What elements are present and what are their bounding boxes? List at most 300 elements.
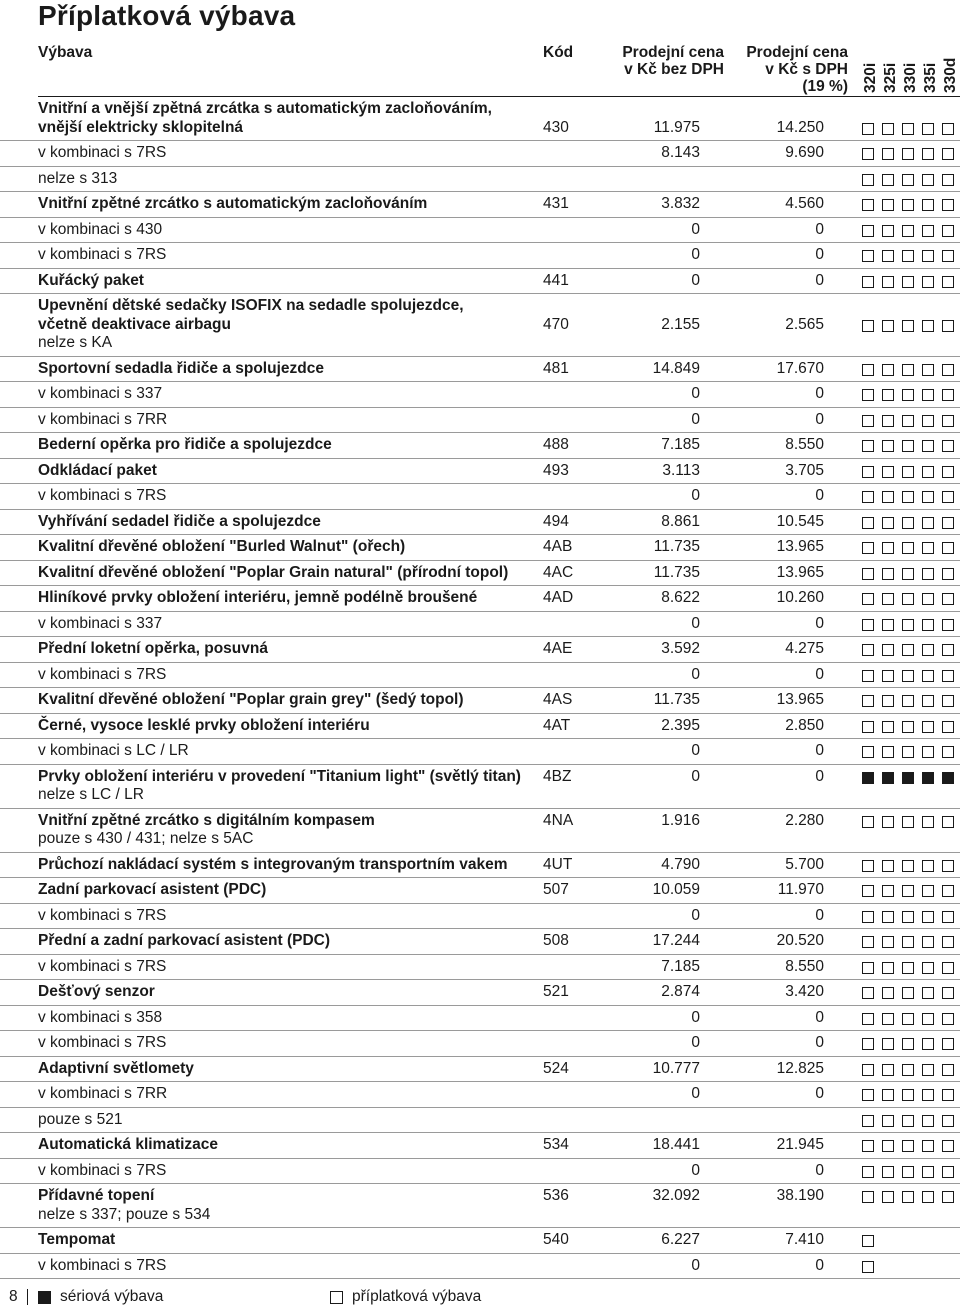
price-with-vat: 20.520 [776,932,824,949]
optional-equipment-empty-square-icon [882,816,894,828]
optional-equipment-empty-square-icon [922,415,934,427]
table-row [0,408,960,434]
model-header-320i: 320i [862,62,879,93]
equipment-note: v kombinaci s 7RS [38,144,167,161]
equipment-description [0,459,538,484]
optional-equipment-empty-square-icon [862,174,874,186]
optional-equipment-empty-square-icon [882,936,894,948]
option-code: 470 [543,315,569,333]
optional-equipment-empty-square-icon [882,389,894,401]
price-with-vat: 2.280 [785,811,824,829]
optional-equipment-empty-square-icon [942,936,954,948]
optional-equipment-empty-square-icon [902,364,914,376]
price-without-vat: 17.244 [652,932,700,949]
price-with-vat: 13.965 [776,538,824,555]
standard-equipment-filled-square-icon [902,772,914,784]
equipment-description [0,1031,538,1056]
optional-equipment-empty-square-icon [862,1166,874,1178]
price-without-vat: 7.185 [661,436,700,453]
optional-equipment-empty-square-icon [922,619,934,631]
price-with-vat: 4.560 [785,195,824,212]
table-row [0,586,960,612]
equipment-description [0,1159,538,1184]
price-without-vat: 3.832 [661,195,700,212]
price-without-vat: 11.735 [653,563,700,581]
table-row [0,459,960,485]
optional-equipment-empty-square-icon [902,962,914,974]
price-with-vat: 0 [815,487,824,504]
option-code: 4AT [543,716,571,734]
model-header-330i: 330i [902,62,919,93]
equipment-name: Prvky obložení interiéru v provedení "Titanium light" (světlý titan) [38,767,521,785]
price-gross-line-3: (19 %) [802,78,848,95]
equipment-note: v kombinaci s 358 [38,1008,163,1026]
model-availability [862,1089,960,1101]
optional-equipment-empty-square-icon [882,1115,894,1127]
equipment-description [0,929,538,954]
model-availability [862,276,960,288]
price-without-vat: 10.059 [652,881,700,898]
optional-equipment-empty-square-icon [862,568,874,580]
model-availability [862,670,960,682]
equipment-description [0,218,538,243]
optional-equipment-empty-square-icon [862,1064,874,1076]
model-header-325i: 325i [882,62,899,93]
equipment-description [0,1184,538,1227]
page-number: 8 [9,1288,18,1305]
optional-equipment-empty-square-icon [882,1064,894,1076]
table-row [0,218,960,244]
optional-equipment-empty-square-icon [902,517,914,529]
equipment-name: Automatická klimatizace [38,1136,219,1153]
optional-equipment-empty-square-icon [882,364,894,376]
table-row [0,853,960,879]
optional-equipment-empty-square-icon [902,746,914,758]
optional-equipment-empty-square-icon [882,619,894,631]
optional-equipment-empty-square-icon [882,695,894,707]
optional-equipment-empty-square-icon [862,250,874,262]
price-without-vat: 8.861 [661,512,700,530]
equipment-name: Odkládací paket [38,461,157,479]
equipment-description [0,853,538,878]
model-availability [862,911,960,923]
model-availability [862,174,960,186]
equipment-description [0,765,538,808]
equipment-note: v kombinaci s 7RS [38,1034,167,1051]
optional-equipment-empty-square-icon [902,1140,914,1152]
optional-equipment-empty-square-icon [882,644,894,656]
option-code: 493 [543,461,569,479]
table-row [0,980,960,1006]
equipment-description [0,1228,538,1253]
table-row [0,955,960,981]
price-with-vat: 0 [815,1256,824,1274]
optional-equipment-empty-square-icon [330,1291,343,1304]
equipment-name: Přídavné topení [38,1187,155,1204]
price-without-vat: 4.790 [661,855,700,873]
optional-equipment-empty-square-icon [862,695,874,707]
optional-equipment-empty-square-icon [882,225,894,237]
price-without-vat: 11.735 [653,538,700,555]
equipment-description [0,192,538,217]
model-availability [862,936,960,948]
model-availability [862,746,960,758]
optional-equipment-empty-square-icon [942,250,954,262]
equipment-note: pouze s 521 [38,1110,123,1128]
table-row [0,1228,960,1254]
optional-equipment-empty-square-icon [862,1235,874,1247]
optional-equipment-empty-square-icon [902,225,914,237]
optional-equipment-empty-square-icon [922,1013,934,1025]
equipment-table [0,97,960,1279]
table-row [0,929,960,955]
optional-equipment-empty-square-icon [942,987,954,999]
price-without-vat: 18.441 [652,1136,700,1153]
price-with-vat: 21.945 [776,1136,824,1153]
optional-equipment-empty-square-icon [862,1191,874,1203]
option-code: 4NA [543,811,574,829]
equipment-name: Sportovní sedadla řidiče a spolujezdce [38,359,324,377]
optional-equipment-empty-square-icon [922,885,934,897]
optional-equipment-empty-square-icon [862,962,874,974]
optional-equipment-empty-square-icon [902,466,914,478]
optional-equipment-empty-square-icon [862,746,874,758]
optional-equipment-empty-square-icon [862,987,874,999]
price-without-vat: 0 [691,665,700,683]
optional-equipment-empty-square-icon [942,1013,954,1025]
legend-standard-label: sériová výbava [60,1288,164,1305]
optional-equipment-empty-square-icon [862,491,874,503]
optional-equipment-empty-square-icon [922,1140,934,1152]
optional-equipment-empty-square-icon [862,276,874,288]
optional-equipment-empty-square-icon [922,276,934,288]
model-availability [862,1140,960,1152]
price-with-vat: 9.690 [785,144,824,161]
optional-equipment-empty-square-icon [862,936,874,948]
price-with-vat: 0 [815,410,824,428]
optional-equipment-empty-square-icon [882,276,894,288]
equipment-description [0,1006,538,1031]
equipment-note: pouze s 430 / 431; nelze s 5AC [38,830,254,847]
equipment-note: v kombinaci s 337 [38,614,163,632]
model-header-335i: 335i [922,62,939,93]
optional-equipment-empty-square-icon [882,568,894,580]
price-with-vat: 0 [815,1034,824,1051]
equipment-description [0,612,538,637]
equipment-description [0,294,538,356]
option-code: 4AD [543,589,574,606]
option-code: 4UT [543,855,573,873]
equipment-description [0,408,538,433]
optional-equipment-empty-square-icon [862,1089,874,1101]
optional-equipment-empty-square-icon [882,593,894,605]
optional-equipment-empty-square-icon [922,860,934,872]
optional-equipment-empty-square-icon [922,1064,934,1076]
optional-equipment-empty-square-icon [942,123,954,135]
model-availability [862,491,960,503]
optional-equipment-empty-square-icon [942,415,954,427]
optional-equipment-empty-square-icon [922,593,934,605]
equipment-description [0,809,538,852]
model-availability [862,440,960,452]
optional-equipment-empty-square-icon [862,148,874,160]
equipment-note: nelze s LC / LR [38,786,144,803]
optional-equipment-empty-square-icon [922,148,934,160]
price-without-vat: 8.622 [661,589,700,606]
model-availability [862,1115,960,1127]
optional-equipment-empty-square-icon [942,695,954,707]
table-row [0,243,960,269]
optional-equipment-empty-square-icon [922,491,934,503]
optional-equipment-empty-square-icon [882,1191,894,1203]
price-without-vat: 0 [691,767,700,785]
optional-equipment-empty-square-icon [922,962,934,974]
optional-equipment-empty-square-icon [902,885,914,897]
price-with-vat: 10.545 [776,512,824,530]
equipment-note: v kombinaci s 7RS [38,487,167,504]
optional-equipment-empty-square-icon [942,174,954,186]
table-row [0,663,960,689]
table-row [0,714,960,740]
optional-equipment-empty-square-icon [862,1115,874,1127]
price-with-vat: 10.260 [776,589,824,606]
legend-optional-label: příplatková výbava [352,1288,482,1305]
optional-equipment-empty-square-icon [922,542,934,554]
optional-equipment-empty-square-icon [942,1115,954,1127]
page-footer [0,1286,960,1310]
option-code: 488 [543,436,569,453]
optional-equipment-empty-square-icon [922,320,934,332]
equipment-description [0,586,538,611]
equipment-description [0,561,538,586]
price-with-vat: 0 [815,220,824,238]
price-with-vat: 4.275 [785,640,824,657]
equipment-description [0,904,538,929]
table-row [0,739,960,765]
equipment-name: Kvalitní dřevěné obložení "Burled Walnut" (ořech) [38,538,406,555]
price-with-vat: 0 [815,385,824,402]
table-row [0,1006,960,1032]
optional-equipment-empty-square-icon [902,619,914,631]
model-availability [862,1038,960,1050]
table-row [0,97,960,141]
option-code: 521 [543,983,569,1000]
optional-equipment-empty-square-icon [942,517,954,529]
table-row [0,1184,960,1228]
optional-equipment-empty-square-icon [882,250,894,262]
price-without-vat: 0 [691,1034,700,1051]
optional-equipment-empty-square-icon [882,885,894,897]
equipment-description [0,269,538,294]
optional-equipment-empty-square-icon [882,1038,894,1050]
optional-equipment-empty-square-icon [922,987,934,999]
column-header-equipment: Výbava [38,44,93,61]
optional-equipment-empty-square-icon [902,491,914,503]
optional-equipment-empty-square-icon [942,1140,954,1152]
model-availability [862,568,960,580]
optional-equipment-empty-square-icon [882,466,894,478]
model-availability [862,148,960,160]
optional-equipment-empty-square-icon [882,491,894,503]
optional-equipment-empty-square-icon [862,816,874,828]
optional-equipment-empty-square-icon [922,225,934,237]
optional-equipment-empty-square-icon [902,148,914,160]
price-gross-line-1: Prodejní cena [746,44,848,61]
model-header-330d: 330d [942,57,959,93]
optional-equipment-empty-square-icon [862,619,874,631]
optional-equipment-empty-square-icon [902,593,914,605]
equipment-note: v kombinaci s 7RS [38,1256,167,1274]
option-code: 540 [543,1231,569,1248]
option-code: 4BZ [543,767,572,785]
price-with-vat: 0 [815,1008,824,1026]
optional-equipment-empty-square-icon [942,276,954,288]
optional-equipment-empty-square-icon [902,1038,914,1050]
optional-equipment-empty-square-icon [902,389,914,401]
optional-equipment-empty-square-icon [882,148,894,160]
equipment-description [0,688,538,713]
footer-divider [27,1289,28,1305]
table-row [0,357,960,383]
model-availability [862,415,960,427]
optional-equipment-empty-square-icon [862,364,874,376]
price-with-vat: 3.705 [785,461,824,479]
price-without-vat: 0 [691,1008,700,1026]
standard-equipment-filled-square-icon [922,772,934,784]
optional-equipment-empty-square-icon [942,593,954,605]
option-code: 431 [543,195,569,212]
optional-equipment-empty-square-icon [942,320,954,332]
optional-equipment-empty-square-icon [882,1013,894,1025]
optional-equipment-empty-square-icon [942,962,954,974]
equipment-name: Kuřácký paket [38,271,144,289]
price-without-vat: 0 [691,1085,700,1102]
equipment-note: v kombinaci s 7RS [38,1161,167,1179]
optional-equipment-empty-square-icon [882,174,894,186]
optional-equipment-empty-square-icon [862,542,874,554]
price-with-vat: 14.250 [776,118,824,136]
optional-equipment-empty-square-icon [942,644,954,656]
optional-equipment-empty-square-icon [922,1115,934,1127]
price-with-vat: 2.565 [785,315,824,333]
model-availability [862,1191,960,1203]
optional-equipment-empty-square-icon [882,962,894,974]
table-row [0,1108,960,1134]
optional-equipment-empty-square-icon [862,1261,874,1273]
optional-equipment-empty-square-icon [922,670,934,682]
equipment-name: Vnitřní a vnější zpětná zrcátka s automatickým zacloňováním, [38,100,492,117]
optional-equipment-empty-square-icon [942,440,954,452]
optional-equipment-empty-square-icon [882,517,894,529]
optional-equipment-empty-square-icon [922,123,934,135]
price-without-vat: 2.155 [661,315,700,333]
equipment-name: Adaptivní světlomety [38,1059,194,1077]
optional-equipment-empty-square-icon [882,1166,894,1178]
table-row [0,294,960,357]
optional-equipment-empty-square-icon [882,542,894,554]
optional-equipment-empty-square-icon [942,1166,954,1178]
optional-equipment-empty-square-icon [882,911,894,923]
model-availability [862,389,960,401]
optional-equipment-empty-square-icon [942,491,954,503]
optional-equipment-empty-square-icon [922,364,934,376]
price-with-vat: 0 [815,246,824,263]
optional-equipment-empty-square-icon [942,746,954,758]
optional-equipment-empty-square-icon [922,174,934,186]
optional-equipment-empty-square-icon [942,1038,954,1050]
optional-equipment-empty-square-icon [922,517,934,529]
price-without-vat: 0 [691,271,700,289]
table-row [0,433,960,459]
table-row [0,510,960,536]
equipment-name: Přední loketní opěrka, posuvná [38,640,268,657]
optional-equipment-empty-square-icon [922,389,934,401]
optional-equipment-empty-square-icon [942,1089,954,1101]
equipment-note: v kombinaci s 7RS [38,665,167,683]
equipment-note: v kombinaci s 7RS [38,906,167,924]
table-row [0,1082,960,1108]
optional-equipment-empty-square-icon [862,885,874,897]
equipment-name: Bederní opěrka pro řidiče a spolujezdce [38,436,332,453]
optional-equipment-empty-square-icon [942,816,954,828]
table-row [0,904,960,930]
price-gross-line-2: v Kč s DPH [765,61,848,78]
optional-equipment-empty-square-icon [902,1064,914,1076]
optional-equipment-empty-square-icon [882,415,894,427]
equipment-name: Černé, vysoce lesklé prvky obložení interiéru [38,716,370,734]
optional-equipment-empty-square-icon [902,987,914,999]
price-with-vat: 0 [815,906,824,924]
optional-equipment-empty-square-icon [942,364,954,376]
optional-equipment-empty-square-icon [882,670,894,682]
optional-equipment-empty-square-icon [882,1140,894,1152]
optional-equipment-empty-square-icon [922,936,934,948]
model-availability [862,619,960,631]
equipment-description [0,1133,538,1158]
price-with-vat: 0 [815,767,824,785]
optional-equipment-empty-square-icon [862,670,874,682]
optional-equipment-empty-square-icon [922,466,934,478]
model-availability [862,860,960,872]
price-with-vat: 8.550 [785,436,824,453]
price-without-vat: 8.143 [661,144,700,161]
table-row [0,765,960,809]
price-with-vat: 0 [815,1161,824,1179]
optional-equipment-empty-square-icon [862,225,874,237]
price-without-vat: 14.849 [652,359,700,377]
equipment-note: v kombinaci s LC / LR [38,742,189,759]
equipment-note: v kombinaci s 7RR [38,1085,168,1102]
equipment-name: Zadní parkovací asistent (PDC) [38,881,267,898]
equipment-name: Vnitřní zpětné zrcátko s digitálním kompasem [38,811,375,829]
optional-equipment-empty-square-icon [902,199,914,211]
option-code: 524 [543,1059,569,1077]
optional-equipment-empty-square-icon [902,174,914,186]
price-without-vat: 2.874 [661,983,700,1000]
table-row [0,192,960,218]
optional-equipment-empty-square-icon [902,670,914,682]
optional-equipment-empty-square-icon [942,568,954,580]
optional-equipment-empty-square-icon [862,517,874,529]
optional-equipment-empty-square-icon [862,644,874,656]
price-with-vat: 8.550 [785,957,824,975]
optional-equipment-empty-square-icon [942,860,954,872]
optional-equipment-empty-square-icon [902,644,914,656]
equipment-name: Průchozí nakládací systém s integrovaným transportním vakem [38,855,508,873]
equipment-description [0,357,538,382]
price-without-vat: 0 [691,220,700,238]
equipment-name: Upevnění dětské sedačky ISOFIX na sedadle spolujezdce, [38,297,464,314]
